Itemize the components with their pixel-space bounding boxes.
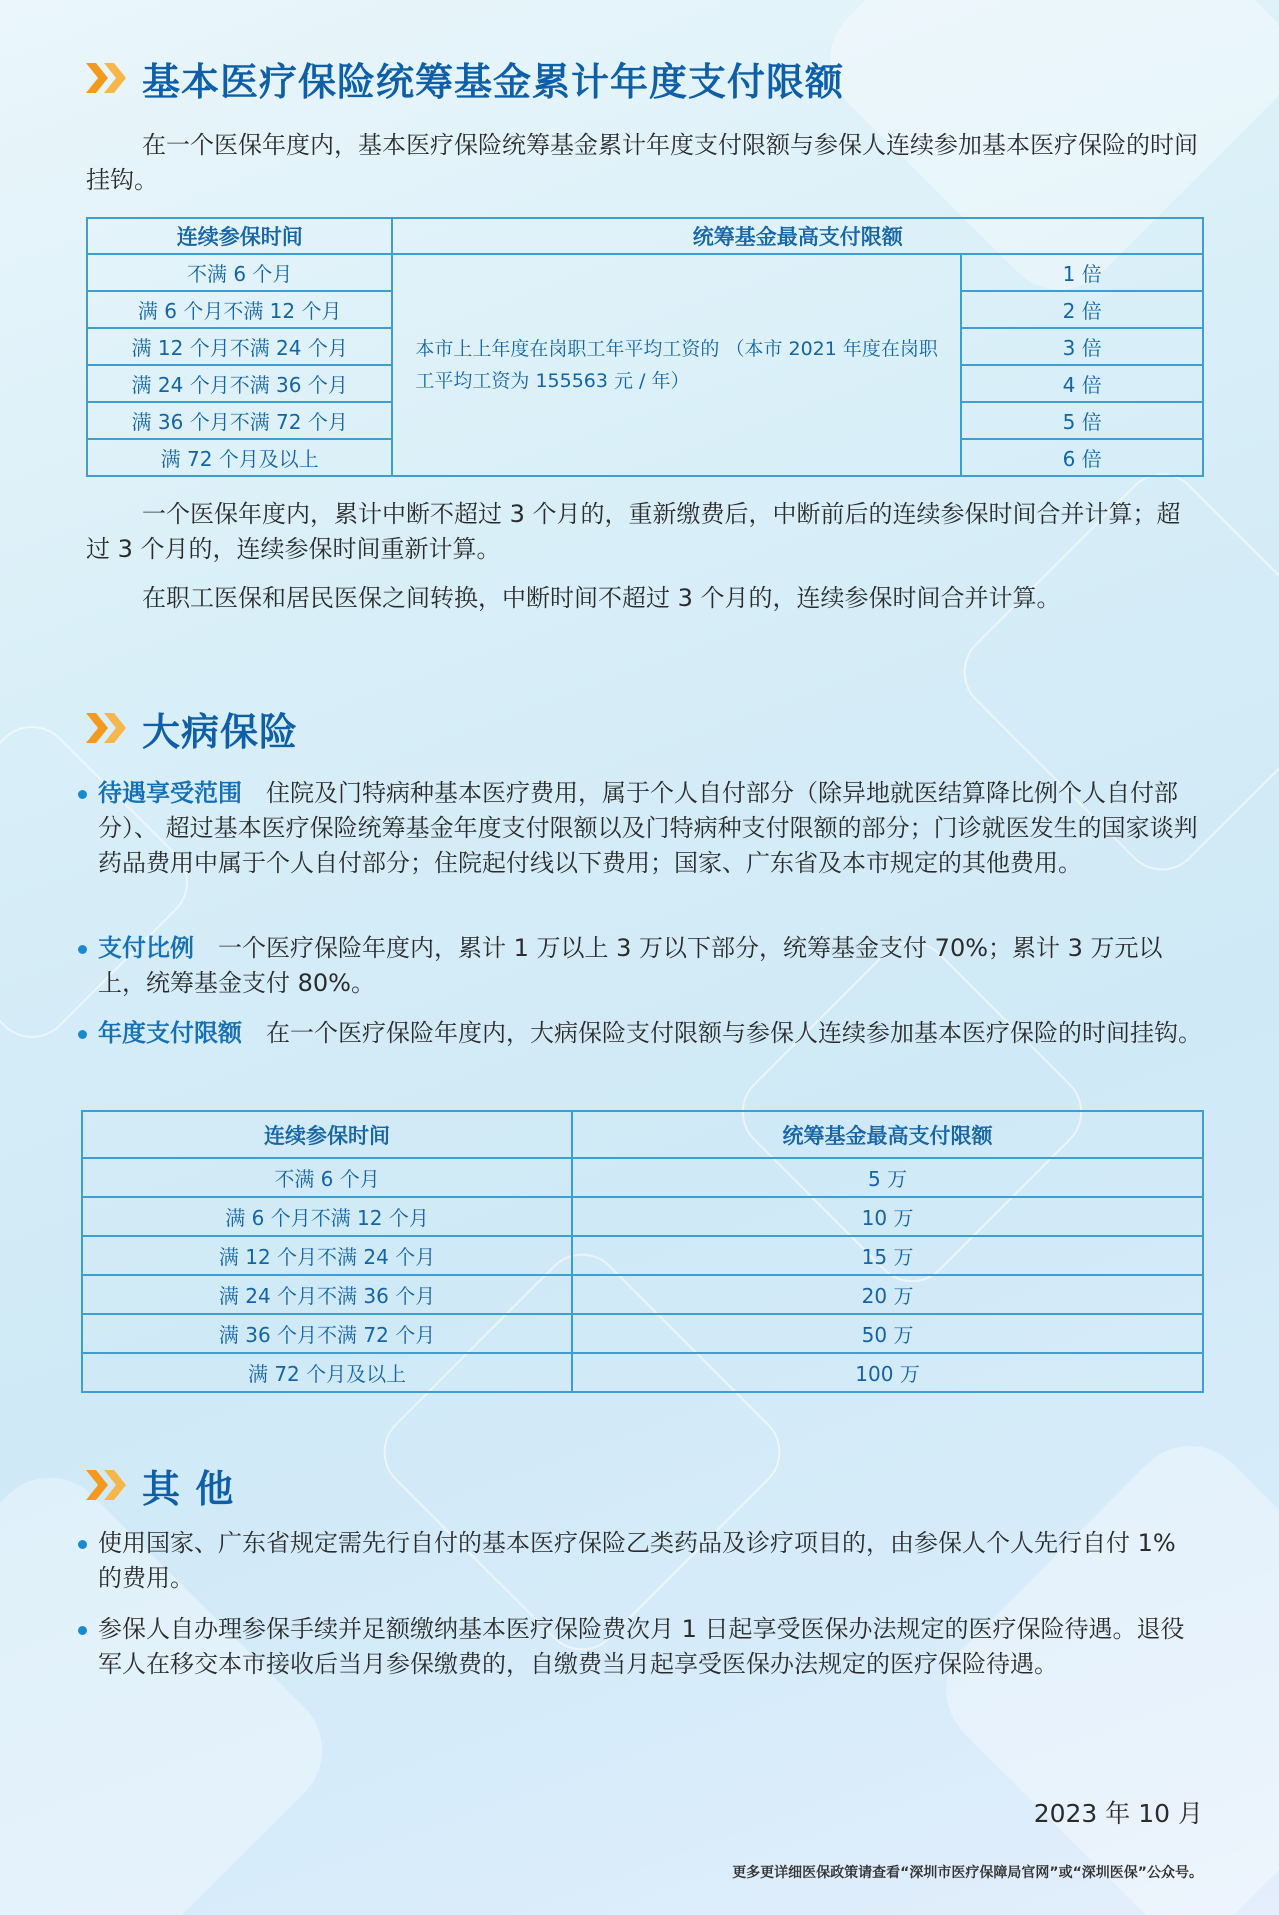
table-row xyxy=(82,1275,1203,1314)
table-header-period: 连续参保时间 xyxy=(82,1111,572,1158)
bullet-text: 使用国家、广东省规定需先行自付的基本医疗保险乙类药品及诊疗项目的，由参保人个人先行自付 1% 的费用。 xyxy=(98,1529,1176,1592)
table-row xyxy=(82,1158,1203,1197)
transfer-note: 在职工医保和居民医保之间转换，中断时间不超过 3 个月的，连续参保时间合并计算。 xyxy=(142,584,1061,612)
list-item xyxy=(76,1016,1204,1051)
bullet-text: 参保人自办理参保手续并足额缴纳基本医疗保险费次月 1 日起享受医保办法规定的医疗保险待遇。退役军人在移交本市接收后当月参保缴费的，自缴费当月起享受医保办法规定的医疗保险待遇。 xyxy=(98,1615,1185,1678)
limit-cell: 5 万 xyxy=(572,1158,1203,1197)
multiple-cell: 1 倍 xyxy=(961,254,1203,291)
double-chevron-right-icon xyxy=(86,1467,130,1503)
annual-limit-table xyxy=(86,217,1204,477)
bullet-key: 年度支付限额 xyxy=(98,1019,242,1047)
section-title-text: 基本医疗保险统筹基金累计年度支付限额 xyxy=(142,58,845,104)
multiple-cell: 3 倍 xyxy=(961,328,1203,365)
table-row xyxy=(82,1353,1203,1392)
list-item xyxy=(76,776,1204,881)
list-item xyxy=(76,931,1204,1001)
bullet-key: 支付比例 xyxy=(98,934,194,962)
table-header-period: 连续参保时间 xyxy=(87,218,392,254)
limit-cell: 100 万 xyxy=(572,1353,1203,1392)
period-cell: 满 36 个月不满 72 个月 xyxy=(87,402,392,439)
publish-date: 2023 年 10 月 xyxy=(1033,1799,1203,1828)
table-row xyxy=(82,1197,1203,1236)
period-cell: 满 6 个月不满 12 个月 xyxy=(82,1197,572,1236)
period-cell: 满 72 个月及以上 xyxy=(82,1353,572,1392)
section-title-annual-limit xyxy=(86,48,844,108)
bullet-text: 一个医疗保险年度内，累计 1 万以上 3 万以下部分，统筹基金支付 70%；累计 3 万元以上，统筹基金支付 80%。 xyxy=(98,934,1163,997)
footer-note: 更多更详细医保政策请查看“深圳市医疗保障局官网”或“深圳医保”公众号。 xyxy=(732,1865,1203,1881)
critical-illness-table xyxy=(81,1110,1204,1393)
period-cell: 满 36 个月不满 72 个月 xyxy=(82,1314,572,1353)
limit-cell: 15 万 xyxy=(572,1236,1203,1275)
table-row xyxy=(82,1314,1203,1353)
limit-cell: 20 万 xyxy=(572,1275,1203,1314)
table-header-limit: 统筹基金最高支付限额 xyxy=(392,218,1203,254)
bullet-text: 在一个医疗保险年度内，大病保险支付限额与参保人连续参加基本医疗保险的时间挂钩。 xyxy=(266,1019,1202,1047)
period-cell: 满 72 个月及以上 xyxy=(87,439,392,476)
section-title-text: 大病保险 xyxy=(142,708,299,754)
limit-cell: 10 万 xyxy=(572,1197,1203,1236)
period-cell: 满 12 个月不满 24 个月 xyxy=(82,1236,572,1275)
period-cell: 不满 6 个月 xyxy=(82,1158,572,1197)
table-header-limit: 统筹基金最高支付限额 xyxy=(572,1111,1203,1158)
period-cell: 不满 6 个月 xyxy=(87,254,392,291)
table-row xyxy=(87,254,1203,291)
intro-paragraph: 在一个医保年度内，基本医疗保险统筹基金累计年度支付限额与参保人连续参加基本医疗保险的时间挂钩。 xyxy=(86,131,1198,194)
table-row xyxy=(82,1236,1203,1275)
period-cell: 满 24 个月不满 36 个月 xyxy=(87,365,392,402)
double-chevron-right-icon xyxy=(86,710,130,746)
merged-description-cell: 本市上上年度在岗职工年平均工资的 （本市 2021 年度在岗职工平均工资为 155563 元 / 年） xyxy=(392,254,961,476)
double-chevron-right-icon xyxy=(86,60,130,96)
multiple-cell: 4 倍 xyxy=(961,365,1203,402)
multiple-cell: 6 倍 xyxy=(961,439,1203,476)
period-cell: 满 24 个月不满 36 个月 xyxy=(82,1275,572,1314)
list-item xyxy=(76,1612,1204,1682)
section-title-critical-illness xyxy=(86,698,298,758)
bullet-text: 住院及门特病种基本医疗费用，属于个人自付部分（除异地就医结算降比例个人自付部分）、 超过基本医疗保险统筹基金年度支付限额以及门特病种支付限额的部分；门诊就医发生的国家谈判药品费用中属于个人自付部分；住院起付线以下费用；国家、广东省及本市规定的其他费用。 xyxy=(98,779,1198,877)
list-item xyxy=(76,1526,1204,1596)
interruption-note: 一个医保年度内，累计中断不超过 3 个月的，重新缴费后，中断前后的连续参保时间合并计算；超过 3 个月的，连续参保时间重新计算。 xyxy=(86,500,1181,563)
section-title-text: 其 他 xyxy=(142,1465,235,1511)
period-cell: 满 6 个月不满 12 个月 xyxy=(87,291,392,328)
multiple-cell: 2 倍 xyxy=(961,291,1203,328)
bullet-key: 待遇享受范围 xyxy=(98,779,242,807)
period-cell: 满 12 个月不满 24 个月 xyxy=(87,328,392,365)
section-title-other xyxy=(86,1455,234,1515)
limit-cell: 50 万 xyxy=(572,1314,1203,1353)
multiple-cell: 5 倍 xyxy=(961,402,1203,439)
